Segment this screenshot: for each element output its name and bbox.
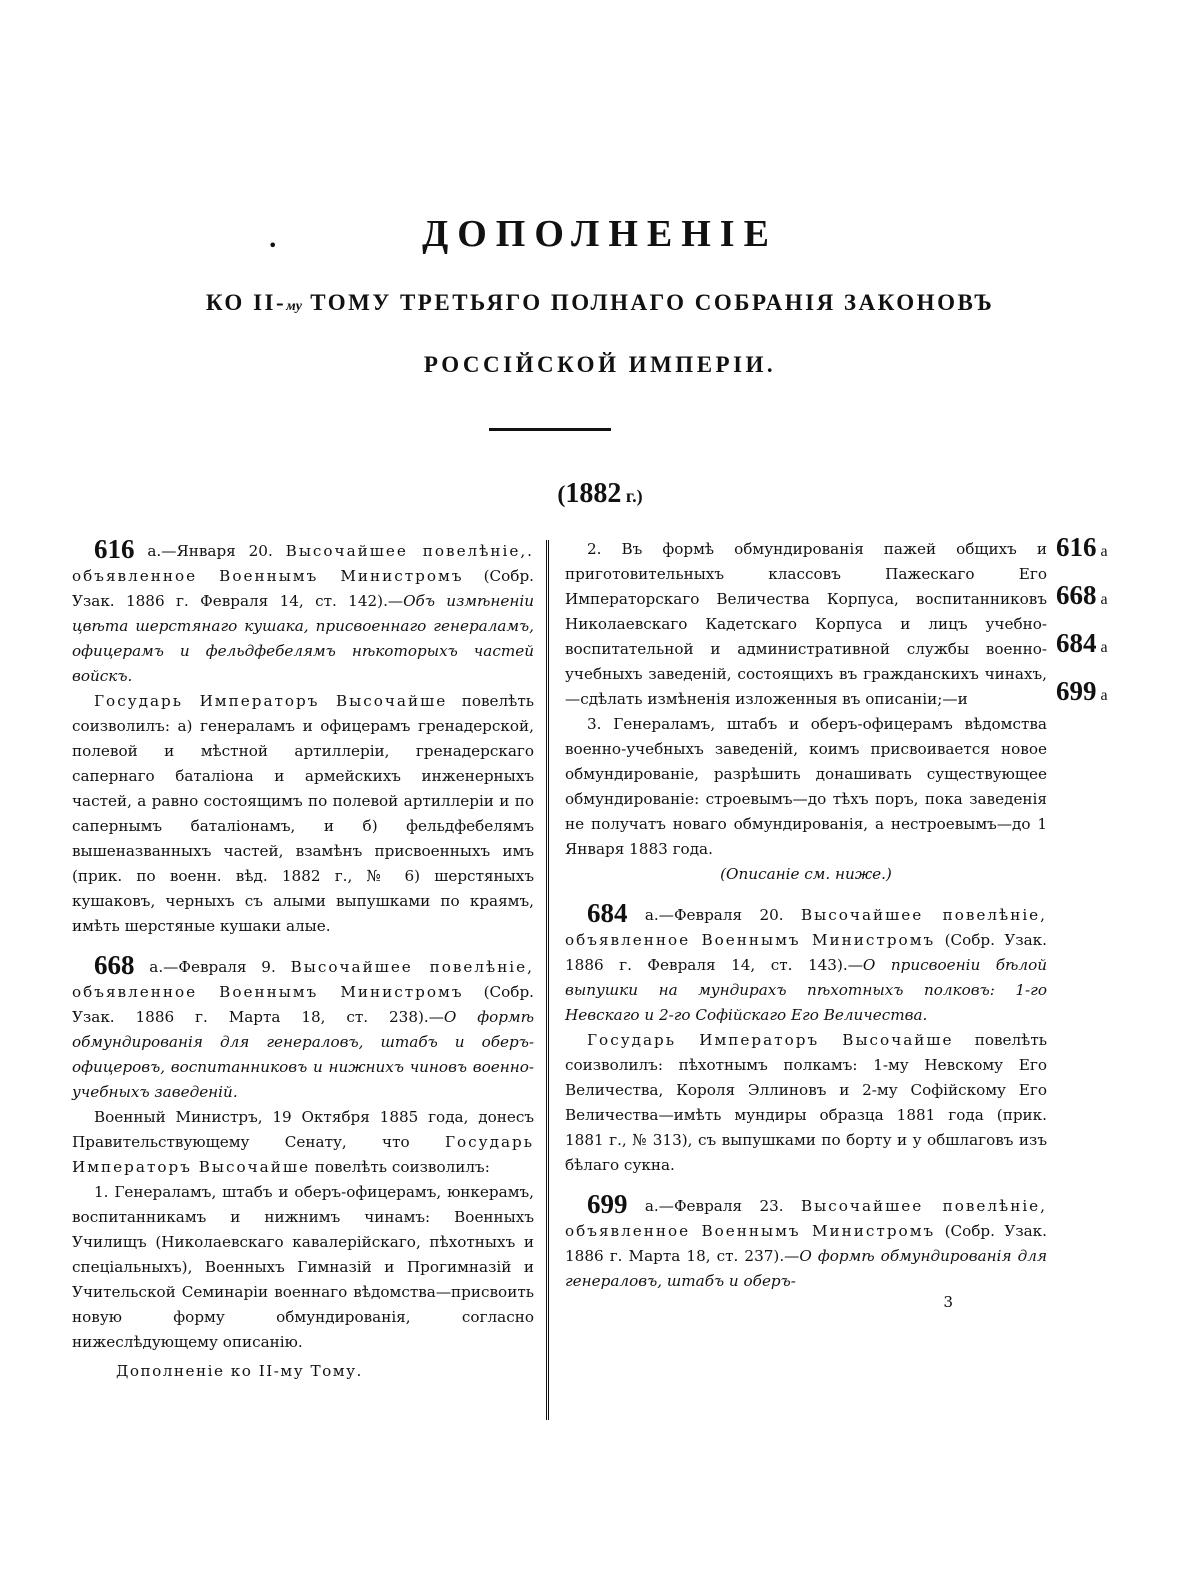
entry-616: [72, 534, 535, 939]
subtitle-volume: КО II-му ТОМУ ТРЕТЬЯГО ПОЛНАГО СОБРАНІЯ ЗАКОНОВЪ: [205, 290, 995, 315]
entry-subject: О присвоеніи бѣлой выпушки на мундирахъ пѣхотныхъ полковъ: 1-го Невскаго и 2-го Софійскаго Его Величества.: [565, 956, 1048, 1024]
margin-index-item: 668 а: [1056, 580, 1108, 610]
stray-mark: •: [268, 236, 278, 255]
entry-699: [565, 1189, 1047, 1294]
description-note: (Описаніе см. ниже.): [720, 865, 892, 883]
entry-head: 699 а.—Февраля 23. Высочайшее повелѣніе, объявленное Военнымъ Министромъ (Собр. Узак. 1886 г. Марта 18, ст. 237).—О формѣ обмундированія для генераловъ, штабъ и оберъ-: [565, 1189, 1047, 1290]
column-divider: [546, 540, 549, 1420]
entry-body: Государь Императоръ Высочайше повелѣть соизволилъ: а) генераламъ и офицерамъ гренадерской, полевой и мѣстной артиллеріи, гренадерскаго сапернаго баталіона и армейскихъ инженерныхъ частей, а равно состоящимъ по полевой артиллеріи и по сапернымъ баталіонамъ, и б) фельдфебелямъ вышеназванныхъ частей, взамѣнъ присвоенныхъ имъ (прик. по военн. вѣд. 1882 г., № 6) шерстяныхъ кушаковъ, черныхъ съ алыми выпушками по краямъ, имѣть шерстяные кушаки алые.: [72, 692, 535, 935]
entry-number: 668: [94, 950, 135, 980]
continuation-paragraph: 2. Въ формѣ обмундированія пажей общихъ и приготовительныхъ классовъ Пажескаго Его Императорскаго Величества Корпуса, воспитанниковъ Николаевскаго Кадетскаго Корпуса и лицъ учебно-воспитательной и административной службы военно-учебныхъ заведеній, состоящихъ въ гражданскихъ чинахъ,—сдѣлать измѣненія изложенныя въ описаніи;—и: [565, 540, 1047, 708]
page-number: 3: [943, 1293, 953, 1311]
left-column: [72, 534, 535, 1384]
volume-footer: Дополненіе ко II-му Тому.: [116, 1362, 363, 1380]
entry-684: [565, 898, 1048, 1178]
entry-668: [72, 950, 534, 1355]
entry-subject: Объ измѣненіи цвѣта шерстянаго кушака, присвоеннаго генераламъ, офицерамъ и фельдфебелямъ нѣкоторыхъ частей войскъ.: [72, 592, 534, 685]
entry-head: 684 а.—Февраля 20. Высочайшее повелѣніе, объявленное Военнымъ Министромъ (Собр. Узак. 1886 г. Февраля 14, ст. 143).—О присвоеніи бѣлой выпушки на мундирахъ пѣхотныхъ полковъ: 1-го Невскаго и 2-го Софійскаго Его Величества.: [565, 898, 1048, 1024]
entry-head: 668 а.—Февраля 9. Высочайшее повелѣніе, объявленное Военнымъ Министромъ (Собр. Узак. 1886 г. Марта 18, ст. 238).—О формѣ обмундированія для генераловъ, штабъ и оберъ-офицеровъ, воспитанниковъ и нижнихъ чиновъ военно-учебныхъ заведеній.: [72, 950, 534, 1101]
margin-index-item: 699 а: [1056, 676, 1108, 706]
entry-body: Военный Министръ, 19 Октября 1885 года, донесъ Правительствующему Сенату, что Государь Императоръ Высочайше повелѣть соизволилъ:: [72, 1108, 534, 1176]
margin-index: [1056, 532, 1146, 724]
entry-subject: О формѣ обмундированія для генераловъ, штабъ и оберъ-офицеровъ, воспитанниковъ и нижнихъ чиновъ военно-учебныхъ заведеній.: [72, 1008, 534, 1101]
page-title: ДОПОЛНЕНІЕ: [422, 213, 778, 255]
entry-number: 684: [587, 898, 628, 928]
margin-index-item: 616 а: [1056, 532, 1108, 562]
margin-index-item: 684 а: [1056, 628, 1108, 658]
entry-number: 699: [587, 1189, 628, 1219]
entry-subject: О формѣ обмундированія для генераловъ, штабъ и оберъ-: [565, 1247, 1047, 1290]
title-rule: [489, 428, 611, 431]
right-column: [565, 537, 1047, 1315]
entry-body: Государь Императоръ Высочайше повелѣть соизволилъ: пѣхотнымъ полкамъ: 1-му Невскому Его Величества, Короля Эллиновъ и 2-му Софійскому Его Величества—имѣть мундиры образца 1881 года (прик. 1881 г., № 313), съ выпушками по борту и у обшлаговъ изъ бѣлаго сукна.: [565, 1031, 1048, 1174]
year-heading: (1882 г.): [557, 478, 643, 509]
entry-number: 616: [94, 534, 135, 564]
entry-body: 1. Генераламъ, штабъ и оберъ-офицерамъ, юнкерамъ, воспитанникамъ и нижнимъ чинамъ: Военныхъ Училищъ (Николаевскаго кавалерійскаго, пѣхотныхъ и спеціальныхъ), Военныхъ Гимназій и Прогимназій и Учительской Семинаріи военнаго вѣдомства—присвоить новую форму обмундированія, согласно нижеслѣдующему описанію.: [72, 1183, 534, 1351]
continuation-paragraph: 3. Генераламъ, штабъ и оберъ-офицерамъ вѣдомства военно-учебныхъ заведеній, коимъ присвоивается новое обмундированіе, разрѣшить донашивать существующее обмундированіе: строевымъ—до тѣхъ поръ, пока заведенія не получатъ новаго обмундированія, а нестроевымъ—до 1 Января 1883 года.: [565, 715, 1047, 858]
entry-head: 616 а.—Января 20. Высочайшее повелѣніе,. объявленное Военнымъ Министромъ (Собр. Узак. 1886 г. Февраля 14, ст. 142).—Объ измѣненіи цвѣта шерстянаго кушака, присвоеннаго генераламъ, офицерамъ и фельдфебелямъ нѣкоторыхъ частей войскъ.: [72, 534, 534, 685]
subtitle-empire: РОССІЙСКОЙ ИМПЕРІИ.: [423, 352, 777, 377]
